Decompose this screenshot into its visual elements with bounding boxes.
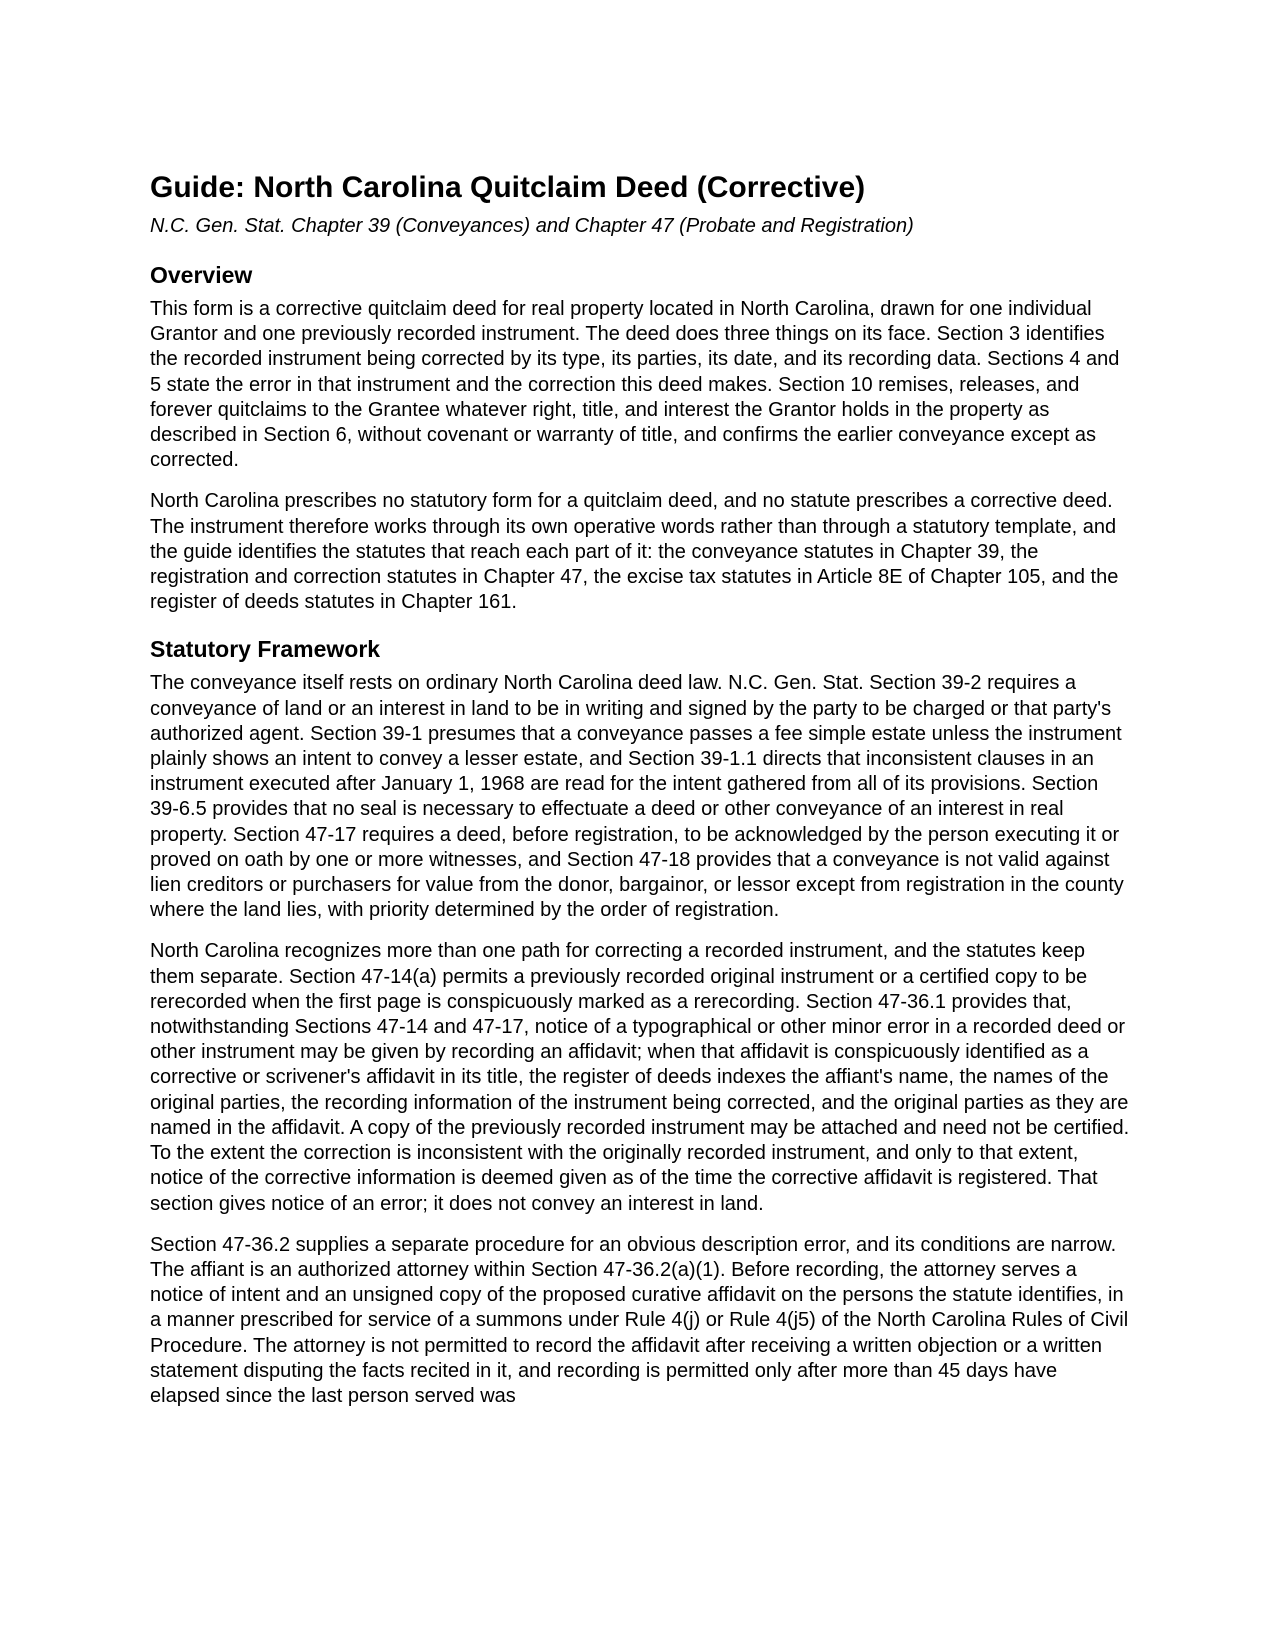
section-statutory-framework <box>150 635 1130 1409</box>
paragraph: North Carolina prescribes no statutory form for a quitclaim deed, and no statute prescribes a corrective deed. The instrument therefore works through its own operative words rather than through a statutory template, and the guide identifies the statutes that reach each part of it: the conveyance statutes in Chapter 39, the registration and correction statutes in Chapter 47, the excise tax statutes in Article 8E of Chapter 105, and the register of deeds statutes in Chapter 161. <box>150 490 1119 614</box>
paragraph: North Carolina recognizes more than one path for correcting a recorded instrument, and the statutes keep them separate. Section 47-14(a) permits a previously recorded original instrument or a certified copy to be rerecorded when the first page is conspicuously marked as a rerecording. Section 47-36.1 provides that, notwithstanding Sections 47-14 and 47-17, notice of a typographical or other minor error in a recorded deed or other instrument may be given by recording an affidavit; when that affidavit is conspicuously identified as a corrective or scrivener's affidavit in its title, the register of deeds indexes the affiant's name, the names of the original parties, the recording information of the instrument being corrected, and the original parties as they are named in the affidavit. A copy of the previously recorded instrument may be attached and need not be certified. To the extent the correction is inconsistent with the originally recorded instrument, and only to that extent, notice of the corrective information is deemed given as of the time the corrective affidavit is registered. That section gives notice of an error; it does not convey an interest in land. <box>150 940 1130 1215</box>
paragraph: This form is a corrective quitclaim deed for real property located in North Carolina, drawn for one individual Grantor and one previously recorded instrument. The deed does three things on its face. Section 3 identifies the recorded instrument being corrected by its type, its parties, its date, and its recording data. Sections 4 and 5 state the error in that instrument and the correction this deed makes. Section 10 remises, releases, and forever quitclaims to the Grantee whatever right, title, and interest the Grantor holds in the property as described in Section 6, without covenant or warranty of title, and confirms the earlier conveyance except as corrected. <box>150 298 1120 472</box>
paragraph: The conveyance itself rests on ordinary North Carolina deed law. N.C. Gen. Stat. Section 39-2 requires a conveyance of land or an interest in land to be in writing and signed by the party to be charged or that party's authorized agent. Section 39-1 presumes that a conveyance passes a fee simple estate unless the instrument plainly shows an intent to convey a lesser estate, and Section 39-1.1 directs that inconsistent clauses in an instrument executed after January 1, 1968 are read for the intent gathered from all of its provisions. Section 39-6.5 provides that no seal is necessary to effectuate a deed or other conveyance of an interest in real property. Section 47-17 requires a deed, before registration, to be acknowledged by the person executing it or proved on oath by one or more witnesses, and Section 47-18 provides that a conveyance is not valid against lien creditors or purchasers for value from the donor, bargainor, or lessor except from registration in the county where the land lies, with priority determined by the order of registration. <box>150 672 1124 922</box>
paragraph: Section 47-36.2 supplies a separate procedure for an obvious description error, and its conditions are narrow. The affiant is an authorized attorney within Section 47-36.2(a)(1). Before recording, the attorney serves a notice of intent and an unsigned copy of the proposed curative affidavit on the persons the statute identifies, in a manner prescribed for service of a summons under Rule 4(j) or Rule 4(j5) of the North Carolina Rules of Civil Procedure. The attorney is not permitted to record the affidavit after receiving a written objection or a written statement disputing the facts recited in it, and recording is permitted only after more than 45 days have elapsed since the last person served was <box>150 1233 1129 1407</box>
document-title: Guide: North Carolina Quitclaim Deed (Corrective) <box>150 171 866 204</box>
section-heading-overview: Overview <box>150 262 253 288</box>
section-overview <box>150 261 1130 615</box>
document-page <box>150 170 1130 1425</box>
section-heading-statutory-framework: Statutory Framework <box>150 636 381 663</box>
document-subtitle: N.C. Gen. Stat. Chapter 39 (Conveyances) and Chapter 47 (Probate and Registration) <box>150 215 914 237</box>
